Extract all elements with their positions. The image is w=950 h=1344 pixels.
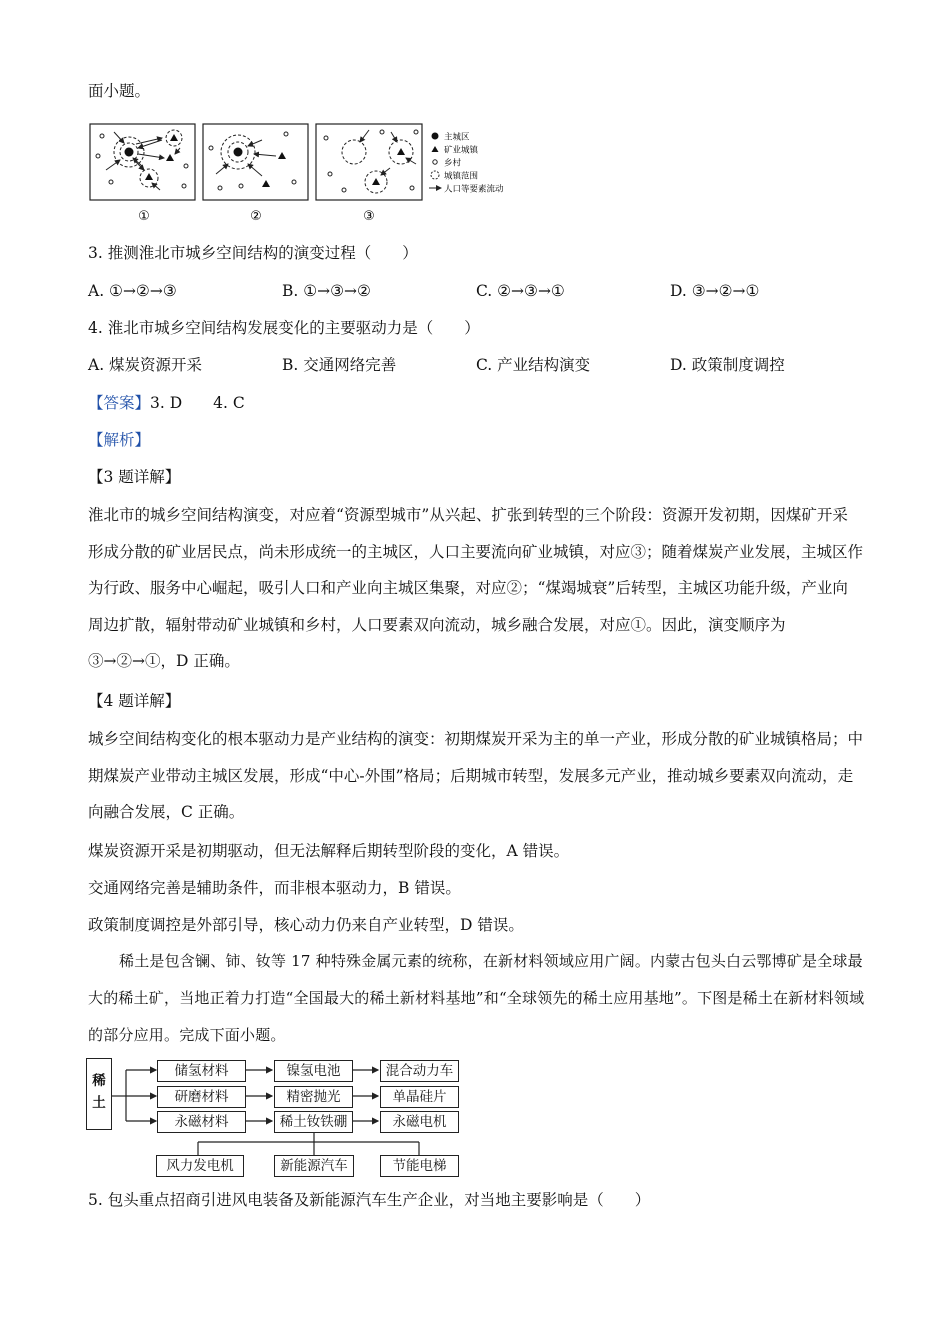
q3-detail-title: 【3 题详解】	[88, 468, 181, 486]
q3-stem: 3. 推测淮北市城乡空间结构的演变过程（ ）	[88, 244, 418, 262]
panel-1-label: ①	[138, 209, 150, 224]
analysis-label: 【解析】	[88, 431, 151, 449]
answer-line	[88, 392, 245, 414]
q4-option-a: A. 煤炭资源开采	[88, 356, 203, 374]
legend-village: 乡村	[444, 158, 462, 169]
q3-option-a: A. ①→②→③	[88, 282, 177, 300]
flow-nev: 新能源汽车	[274, 1155, 354, 1177]
panel-3-label: ③	[363, 209, 375, 224]
q3-detail-text: 淮北市的城乡空间结构演变，对应着“资源型城市”从兴起、扩张到转型的三个阶段：资源开发初期，因煤矿开采形成分散的矿业居民点，尚未形成统一的主城区，人口主要流向矿业城镇，对应③；随着煤炭产业发展，主城区作为行政、服务中心崛起，吸引人口和产业向主城区集聚，对应②；“煤竭城衰”后转型，主城区功能升级，产业向周边扩散，辐射带动矿业城镇和乡村，人口要素双向流动，城乡融合发展，对应①。因此，演变顺序为③→②→①，D 正确。	[88, 506, 864, 670]
legend-town-range: 城镇范围	[444, 171, 479, 182]
rare-earth-flow-diagram	[86, 1056, 466, 1180]
flow-root-rare-earth	[86, 1058, 112, 1130]
q4-option-b: B. 交通网络完善	[282, 356, 397, 374]
flow-grinding: 研磨材料	[157, 1086, 246, 1108]
flow-hydrogen-storage: 储氢材料	[157, 1060, 246, 1082]
q4-detail-text: 城乡空间结构变化的根本驱动力是产业结构的演变：初期煤炭开采为主的单一产业，形成分散的矿业城镇格局；中期煤炭产业带动主城区发展，形成“中心-外围”格局；后期城市转型，发展多元产业，推动城乡要素双向流动，走向融合发展，C 正确。	[88, 730, 864, 821]
flow-pm-motor: 永磁电机	[380, 1111, 459, 1133]
figure-legend	[429, 132, 504, 195]
q3-option-b: B. ①→③→②	[282, 282, 371, 300]
flow-wind-turbine: 风力发电机	[156, 1155, 244, 1177]
flow-silicon-wafer: 单晶硅片	[380, 1086, 459, 1108]
flow-permanent-magnet: 永磁材料	[157, 1111, 246, 1133]
panel-1	[90, 124, 195, 224]
flow-hybrid-car: 混合动力车	[380, 1060, 459, 1082]
spatial-structure-figure	[86, 118, 536, 226]
legend-flow: 人口等要素流动	[444, 184, 504, 195]
q4-option-c: C. 产业结构演变	[476, 356, 591, 374]
flow-nimh-battery: 镍氢电池	[274, 1060, 353, 1082]
q4-note-d: 政策制度调控是外部引导，核心动力仍来自产业转型，D 错误。	[88, 916, 524, 934]
flow-ndfeb: 稀土钕铁硼	[274, 1111, 353, 1133]
answer-label: 【答案】	[88, 394, 151, 412]
flow-root-label: 稀土	[92, 1073, 106, 1111]
q5-stem: 5. 包头重点招商引进风电装备及新能源汽车生产企业，对当地主要影响是（ ）	[88, 1191, 651, 1209]
q3-option-d: D. ③→②→①	[670, 282, 760, 300]
rare-earth-intro: 稀土是包含镧、铈、钕等 17 种特殊金属元素的统称，在新材料领域应用广阔。内蒙古包头白云鄂博矿是全球最大的稀土矿，当地正着力打造“全国最大的稀土新材料基地”和“全球领先的稀土应用基地”。下图是稀土在新材料领域的部分应用。完成下面小题。	[88, 952, 865, 1044]
q4-stem: 4. 淮北市城乡空间结构发展变化的主要驱动力是（ ）	[88, 319, 480, 337]
flow-energy-elevator: 节能电梯	[380, 1155, 459, 1177]
legend-main-city: 主城区	[444, 132, 470, 143]
q4-option-d: D. 政策制度调控	[670, 356, 785, 374]
q3-option-c: C. ②→③→①	[476, 282, 565, 300]
intro-tail: 面小题。	[88, 82, 151, 100]
q4-note-a: 煤炭资源开采是初期驱动，但无法解释后期转型阶段的变化，A 错误。	[88, 842, 570, 860]
q4-detail-title: 【4 题详解】	[88, 692, 181, 710]
q4-note-b: 交通网络完善是辅助条件，而非根本驱动力，B 错误。	[88, 879, 461, 897]
panel-2-label: ②	[250, 209, 262, 224]
panel-2	[203, 124, 308, 224]
panel-3	[316, 124, 422, 224]
flow-precision-polish: 精密抛光	[274, 1086, 353, 1108]
legend-mining-town: 矿业城镇	[444, 145, 479, 156]
answer-text: 3. D 4. C	[150, 394, 245, 412]
